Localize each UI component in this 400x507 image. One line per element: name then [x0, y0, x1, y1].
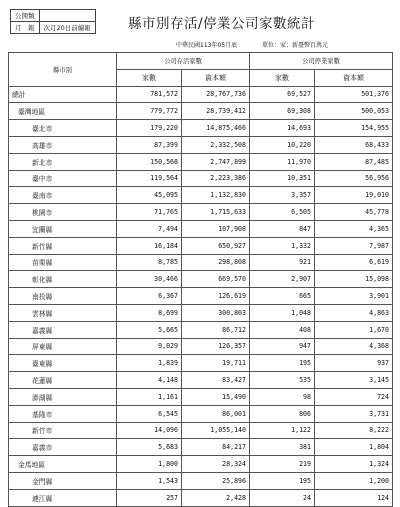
active-count-cell: 179,220: [117, 120, 182, 137]
closed-count-cell: 6,505: [250, 204, 315, 221]
active-capital-cell: 126,357: [182, 338, 250, 355]
table-row: [9, 220, 393, 237]
closed-capital-cell: 1,670: [315, 321, 393, 338]
active-capital-cell: 83,427: [182, 372, 250, 389]
active-count-cell: 1,161: [117, 388, 182, 405]
region-cell: 新竹市: [9, 422, 117, 439]
closed-count-cell: 14,693: [250, 120, 315, 137]
region-cell: 高雄市: [9, 136, 117, 153]
closed-count-cell: 921: [250, 254, 315, 271]
table-row: [9, 456, 393, 473]
closed-count-cell: 98: [250, 388, 315, 405]
closed-count-cell: 24: [250, 489, 315, 506]
region-cell: 臺東縣: [9, 355, 117, 372]
region-cell: 新北市: [9, 153, 117, 170]
closed-capital-cell: 3,731: [315, 405, 393, 422]
closed-capital-cell: 3,901: [315, 288, 393, 305]
active-capital-cell: 300,803: [182, 304, 250, 321]
closed-count-cell: 195: [250, 472, 315, 489]
closed-capital-cell: 68,433: [315, 136, 393, 153]
active-count-cell: 6,367: [117, 288, 182, 305]
table-row: [9, 170, 393, 187]
table-row: [9, 153, 393, 170]
table-row: [9, 321, 393, 338]
active-capital-cell: 1,132,830: [182, 187, 250, 204]
active-count-cell: 1,543: [117, 472, 182, 489]
closed-capital-cell: 4,863: [315, 304, 393, 321]
active-capital-cell: 2,747,899: [182, 153, 250, 170]
table-row: [9, 86, 393, 103]
active-capital-cell: 1,055,140: [182, 422, 250, 439]
table-row: [9, 304, 393, 321]
closed-capital-cell: 1,200: [315, 472, 393, 489]
table-row: [9, 237, 393, 254]
table-row: [9, 136, 393, 153]
table-body: [9, 86, 393, 506]
active-count-cell: 257: [117, 489, 182, 506]
table-row: [9, 472, 393, 489]
closed-capital-cell: 724: [315, 388, 393, 405]
active-capital-cell: 2,428: [182, 489, 250, 506]
closed-count-cell: 947: [250, 338, 315, 355]
active-capital-header: 資本額: [182, 69, 250, 86]
active-count-cell: 14,096: [117, 422, 182, 439]
region-cell: 新竹縣: [9, 237, 117, 254]
active-capital-cell: 650,927: [182, 237, 250, 254]
region-cell: 宜蘭縣: [9, 220, 117, 237]
region-cell: 金門縣: [9, 472, 117, 489]
active-count-cell: 8,699: [117, 304, 182, 321]
region-cell: 連江縣: [9, 489, 117, 506]
region-header: 縣市別: [9, 53, 117, 87]
active-count-cell: 781,572: [117, 86, 182, 103]
active-capital-cell: 2,332,508: [182, 136, 250, 153]
region-cell: 桃園市: [9, 204, 117, 221]
active-capital-cell: 19,711: [182, 355, 250, 372]
closed-count-cell: 535: [250, 372, 315, 389]
table-row: [9, 120, 393, 137]
closed-count-cell: 2,907: [250, 271, 315, 288]
active-count-cell: 8,785: [117, 254, 182, 271]
region-cell: 總計: [9, 86, 117, 103]
table-row: [9, 405, 393, 422]
region-cell: 金馬地區: [9, 456, 117, 473]
active-count-cell: 6,545: [117, 405, 182, 422]
active-count-cell: 71,765: [117, 204, 182, 221]
region-cell: 南投縣: [9, 288, 117, 305]
closed-capital-cell: 501,376: [315, 86, 393, 103]
closed-capital-cell: 154,955: [315, 120, 393, 137]
closed-count-cell: 1,332: [250, 237, 315, 254]
active-capital-cell: 126,619: [182, 288, 250, 305]
active-count-header: 家數: [117, 69, 182, 86]
table-row: [9, 439, 393, 456]
table-row: [9, 489, 393, 506]
active-count-cell: 119,564: [117, 170, 182, 187]
active-count-cell: 4,148: [117, 372, 182, 389]
active-count-cell: 5,683: [117, 439, 182, 456]
closed-capital-cell: 937: [315, 355, 393, 372]
active-capital-cell: 28,767,736: [182, 86, 250, 103]
active-count-cell: 87,399: [117, 136, 182, 153]
active-capital-cell: 86,712: [182, 321, 250, 338]
active-group-header: 公司存活家數: [117, 53, 250, 70]
closed-count-cell: 408: [250, 321, 315, 338]
table-row: [9, 355, 393, 372]
active-count-cell: 9,029: [117, 338, 182, 355]
active-count-cell: 1,839: [117, 355, 182, 372]
closed-count-cell: 847: [250, 220, 315, 237]
table-row: [9, 388, 393, 405]
report-meta-box: [10, 9, 96, 34]
region-cell: 雲林縣: [9, 304, 117, 321]
region-cell: 臺灣地區: [9, 103, 117, 120]
closed-capital-cell: 45,778: [315, 204, 393, 221]
closed-capital-cell: 124: [315, 489, 393, 506]
active-capital-cell: 28,324: [182, 456, 250, 473]
active-count-cell: 45,095: [117, 187, 182, 204]
region-cell: 臺南市: [9, 187, 117, 204]
active-count-cell: 150,568: [117, 153, 182, 170]
closed-count-cell: 10,220: [250, 136, 315, 153]
closed-count-cell: 665: [250, 288, 315, 305]
closed-count-header: 家數: [250, 69, 315, 86]
region-cell: 苗栗縣: [9, 254, 117, 271]
closed-capital-cell: 1,804: [315, 439, 393, 456]
closed-capital-cell: 56,956: [315, 170, 393, 187]
table-row: [9, 338, 393, 355]
active-count-cell: 30,466: [117, 271, 182, 288]
active-count-cell: 1,800: [117, 456, 182, 473]
active-capital-cell: 86,001: [182, 405, 250, 422]
closed-count-cell: 1,122: [250, 422, 315, 439]
closed-count-cell: 11,970: [250, 153, 315, 170]
table-row: [9, 187, 393, 204]
active-capital-cell: 84,217: [182, 439, 250, 456]
report-title: 縣市別存活/停業公司家數統計: [128, 16, 316, 32]
table-row: [9, 103, 393, 120]
closed-count-cell: 69,527: [250, 86, 315, 103]
active-capital-cell: 2,223,386: [182, 170, 250, 187]
report-date: 中華民國113年05月底: [176, 42, 238, 49]
active-capital-cell: 15,490: [182, 388, 250, 405]
closed-capital-cell: 4,368: [315, 338, 393, 355]
closed-capital-cell: 500,053: [315, 103, 393, 120]
active-count-cell: 779,772: [117, 103, 182, 120]
closed-capital-cell: 4,365: [315, 220, 393, 237]
period-label: 月 報: [11, 22, 40, 34]
active-capital-cell: 25,896: [182, 472, 250, 489]
active-capital-cell: 28,739,412: [182, 103, 250, 120]
region-cell: 澎湖縣: [9, 388, 117, 405]
table-row: [9, 271, 393, 288]
region-cell: 臺北市: [9, 120, 117, 137]
region-cell: 基隆市: [9, 405, 117, 422]
table-row: [9, 254, 393, 271]
region-cell: 臺中市: [9, 170, 117, 187]
pub-class-value: [39, 10, 95, 22]
table-row: [9, 204, 393, 221]
closed-count-cell: 10,351: [250, 170, 315, 187]
closed-count-cell: 1,048: [250, 304, 315, 321]
region-cell: 嘉義市: [9, 439, 117, 456]
active-capital-cell: 298,808: [182, 254, 250, 271]
closed-capital-cell: 1,324: [315, 456, 393, 473]
closed-capital-cell: 3,145: [315, 372, 393, 389]
region-cell: 嘉義縣: [9, 321, 117, 338]
closed-capital-cell: 19,010: [315, 187, 393, 204]
active-count-cell: 16,184: [117, 237, 182, 254]
closed-capital-cell: 7,987: [315, 237, 393, 254]
report-unit: 單位：家；新臺幣百萬元: [262, 42, 329, 49]
closed-count-cell: 219: [250, 456, 315, 473]
active-capital-cell: 107,908: [182, 220, 250, 237]
region-cell: 彰化縣: [9, 271, 117, 288]
closed-capital-header: 資本額: [315, 69, 393, 86]
closed-count-cell: 195: [250, 355, 315, 372]
closed-count-cell: 69,308: [250, 103, 315, 120]
active-capital-cell: 1,715,633: [182, 204, 250, 221]
table-row: [9, 422, 393, 439]
active-capital-cell: 669,570: [182, 271, 250, 288]
region-cell: 花蓮縣: [9, 372, 117, 389]
statistics-table: [8, 52, 393, 507]
closed-count-cell: 381: [250, 439, 315, 456]
active-count-cell: 7,494: [117, 220, 182, 237]
closed-count-cell: 3,357: [250, 187, 315, 204]
active-capital-cell: 14,875,466: [182, 120, 250, 137]
table-row: [9, 372, 393, 389]
active-count-cell: 5,665: [117, 321, 182, 338]
closed-capital-cell: 15,098: [315, 271, 393, 288]
table-row: [9, 288, 393, 305]
pub-class-label: 公開類: [11, 10, 40, 22]
closed-group-header: 公司停業家數: [250, 53, 393, 70]
closed-capital-cell: 6,619: [315, 254, 393, 271]
period-note: 次月20日前編報: [39, 22, 95, 34]
region-cell: 屏東縣: [9, 338, 117, 355]
closed-capital-cell: 8,222: [315, 422, 393, 439]
closed-capital-cell: 87,485: [315, 153, 393, 170]
closed-count-cell: 806: [250, 405, 315, 422]
